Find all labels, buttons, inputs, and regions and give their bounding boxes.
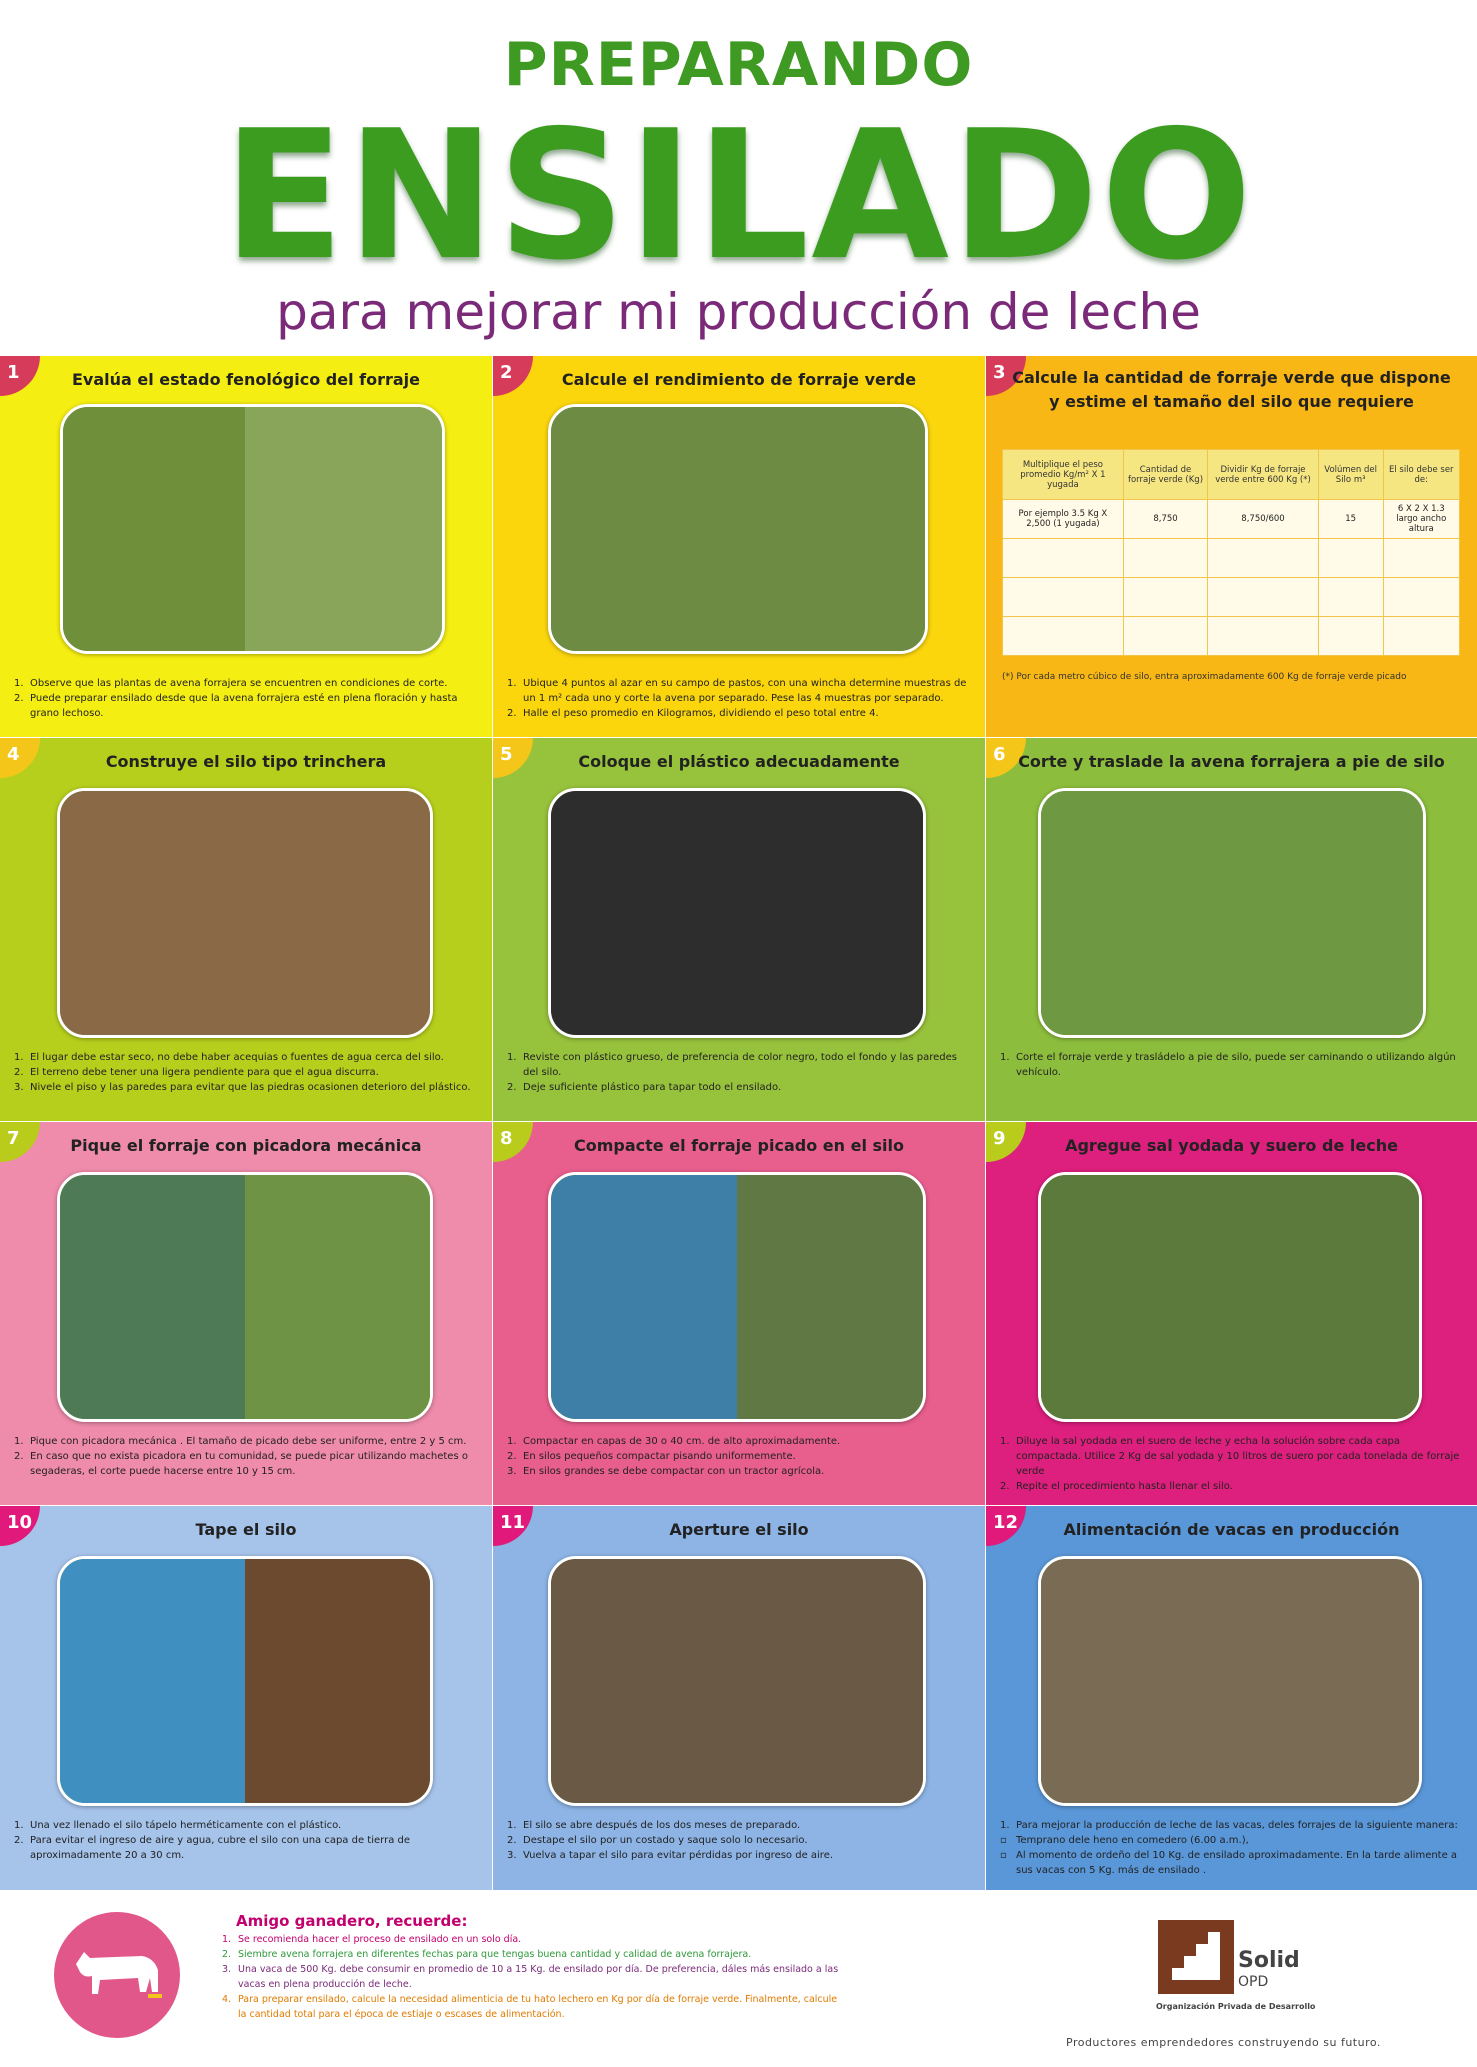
photo-segment: [551, 1559, 923, 1803]
photo-segment: [1041, 1559, 1419, 1803]
footer-tip-text: Siembre avena forrajera en diferentes fechas para que tengas buena cantidad y calidad de avena forrajera.: [238, 1949, 752, 1960]
list-marker: 1.: [1000, 1436, 1010, 1447]
list-item: [507, 706, 971, 721]
photo-segment: [737, 1175, 923, 1419]
step-photo: [548, 1556, 926, 1806]
list-text: Nivele el piso y las paredes para evitar que las piedras ocasionen deterioro del plástico.: [30, 1082, 471, 1093]
list-text: Temprano dele heno en comedero (6.00 a.m.),: [1016, 1835, 1249, 1846]
list-item: [14, 1080, 478, 1095]
list-marker: 1.: [14, 678, 24, 689]
table-cell: [1383, 617, 1460, 656]
list-text: Diluye la sal yodada en el suero de leche y echa la solución sobre cada capa compactada. Utilice 2 Kg de sal yodada y 10 litros de suero por cada tonelada de forraje verde: [1016, 1436, 1460, 1477]
photo-segment: [60, 1175, 245, 1419]
step-instructions: [14, 676, 478, 721]
table-cell: [1003, 578, 1124, 617]
step-number-badge: 7: [0, 1122, 40, 1162]
list-marker: 1.: [14, 1436, 24, 1447]
table-cell: [1003, 539, 1124, 578]
footer-list: [222, 1932, 842, 2022]
step-instructions: [14, 1818, 478, 1863]
step-panel-7: [0, 1122, 492, 1505]
step-number-badge: 4: [0, 738, 40, 778]
table-header: El silo debe ser de:: [1383, 450, 1460, 500]
step-title: Compacte el forraje picado en el silo: [574, 1136, 904, 1155]
table-cell: [1318, 578, 1383, 617]
step-instructions: [14, 1434, 478, 1479]
table-cell: [1208, 617, 1319, 656]
list-item: [14, 1818, 478, 1833]
step-number-badge: 9: [986, 1122, 1026, 1162]
photo-segment: [245, 1559, 430, 1803]
footer-title: Amigo ganadero, recuerde:: [236, 1912, 468, 1930]
list-marker: 2.: [1000, 1481, 1010, 1492]
page-subtitle: para mejorar mi producción de leche: [276, 283, 1201, 341]
table-header: Volúmen del Silo m³: [1318, 450, 1383, 500]
step-photo: [1038, 788, 1426, 1038]
footer-tip: [222, 1932, 842, 1947]
footer-tip-text: Se recomienda hacer el proceso de ensilado en un solo día.: [238, 1934, 522, 1945]
step-panel-10: [0, 1506, 492, 1890]
step-instructions: [1000, 1050, 1463, 1080]
list-marker: 3.: [507, 1466, 517, 1477]
step-panel-11: [493, 1506, 985, 1890]
table-cell: Por ejemplo 3.5 Kg X 2,500 (1 yugada): [1003, 500, 1124, 539]
photo-segment: [245, 1175, 430, 1419]
step-instructions: [507, 1434, 971, 1479]
list-text: Al momento de ordeño del 10 Kg. de ensilado aproximadamente. En la tarde alimente a sus vacas con 5 Kg. más de ensilado .: [1016, 1850, 1458, 1876]
slogan: Productores emprendedores construyendo su futuro.: [1066, 2036, 1381, 2049]
step-photo: [60, 404, 445, 654]
list-text: Compactar en capas de 30 o 40 cm. de alto aproximadamente.: [523, 1436, 841, 1447]
footer-tip-number: 1.: [222, 1934, 232, 1945]
step-panel-1: [0, 356, 492, 737]
list-item: [507, 1848, 971, 1863]
list-item: [507, 1434, 971, 1449]
list-marker: 3.: [507, 1850, 517, 1861]
step-number-badge: 10: [0, 1506, 40, 1546]
footer-tip-text: Una vaca de 500 Kg. debe consumir en promedio de 10 a 15 Kg. de ensilado por día. De preferencia, dáles más ensilado a las vacas en plena producción de leche.: [238, 1964, 839, 1990]
logo-org: Organización Privada de Desarrollo: [1156, 2002, 1316, 2011]
list-marker: 1.: [507, 1052, 517, 1063]
step-instructions: [1000, 1818, 1463, 1878]
photo-segment: [1041, 791, 1423, 1035]
list-marker: 2.: [14, 1835, 24, 1846]
step-number-badge: 6: [986, 738, 1026, 778]
table-cell: [1383, 539, 1460, 578]
photo-segment: [551, 1175, 737, 1419]
table-cell: [1383, 578, 1460, 617]
step-photo: [57, 1556, 433, 1806]
footer-tip: [222, 1992, 842, 2022]
step-title-line2: y estime el tamaño del silo que requiere: [1049, 392, 1414, 411]
silo-calculation-table: [1002, 449, 1460, 656]
table-cell: 8,750/600: [1208, 500, 1319, 539]
page-title-preparando: PREPARANDO: [503, 30, 974, 100]
list-marker: 1.: [507, 678, 517, 689]
footer-tip-text: Para preparar ensilado, calcule la necesidad alimenticia de tu hato lechero en Kg por día de forraje verde. Finalmente, calcule la cantidad total para el época de estiaje o escases de alimentación.: [238, 1994, 838, 2020]
step-photo: [548, 788, 926, 1038]
step-instructions: [507, 1050, 971, 1095]
list-text: El lugar debe estar seco, no debe haber acequias o fuentes de agua cerca del silo.: [30, 1052, 444, 1063]
step-panel-4: [0, 738, 492, 1121]
step-instructions: [507, 676, 971, 721]
step-title: Tape el silo: [195, 1520, 297, 1539]
step-number-badge: 2: [493, 356, 533, 396]
step-instructions: [1000, 1434, 1463, 1494]
step-instructions: [507, 1818, 971, 1863]
step-photo: [1038, 1556, 1422, 1806]
step-number-badge: 1: [0, 356, 40, 396]
list-text: Pique con picadora mecánica . El tamaño de picado debe ser uniforme, entre 2 y 5 cm.: [30, 1436, 467, 1447]
list-item: [14, 1434, 478, 1449]
list-marker: 2.: [507, 708, 517, 719]
list-text: En caso que no exista picadora en tu comunidad, se puede picar utilizando machetes o segaderas, el corte puede hacerse entre 10 y 15 cm.: [30, 1451, 468, 1477]
list-item: [1000, 1818, 1463, 1833]
list-text: Destape el silo por un costado y saque solo lo necesario.: [523, 1835, 808, 1846]
step-title: Alimentación de vacas en producción: [1063, 1520, 1400, 1539]
list-marker: 2.: [14, 1451, 24, 1462]
step-panel-9: [986, 1122, 1477, 1505]
logo-name: Solid: [1238, 1948, 1300, 1973]
page-title-ensilado: ENSILADO: [222, 92, 1255, 299]
list-text: El terreno debe tener una ligera pendiente para que el agua discurra.: [30, 1067, 379, 1078]
step-number-badge: 12: [986, 1506, 1026, 1546]
step-number-badge: 11: [493, 1506, 533, 1546]
list-text: Ubique 4 puntos al azar en su campo de pastos, con una wincha determine muestras de un 1 m² cada uno y corte la avena por separado. Pese las 4 muestras por separado.: [523, 678, 967, 704]
list-marker: 2.: [507, 1835, 517, 1846]
table-header: Cantidad de forraje verde (Kg): [1123, 450, 1207, 500]
step-panel-6: [986, 738, 1477, 1121]
step-panel-5: [493, 738, 985, 1121]
table-cell: [1123, 617, 1207, 656]
list-marker: 1.: [14, 1820, 24, 1831]
step-title: Construye el silo tipo trinchera: [105, 752, 387, 771]
table-cell: 8,750: [1123, 500, 1207, 539]
list-text: Para mejorar la producción de leche de las vacas, deles forrajes de la siguiente manera:: [1016, 1820, 1458, 1831]
table-cell: 15: [1318, 500, 1383, 539]
list-marker: 1.: [507, 1436, 517, 1447]
list-item: [14, 691, 478, 721]
list-item: [1000, 1848, 1463, 1878]
list-text: En silos grandes se debe compactar con un tractor agrícola.: [523, 1466, 825, 1477]
list-marker: 2.: [507, 1451, 517, 1462]
step-title: Pique el forraje con picadora mecánica: [70, 1136, 422, 1155]
list-marker: ▫: [1000, 1850, 1007, 1861]
step-photo: [1038, 1172, 1422, 1422]
table-header: Dividir Kg de forraje verde entre 600 Kg (*): [1208, 450, 1319, 500]
list-marker: 1.: [507, 1820, 517, 1831]
footer-tip-number: 2.: [222, 1949, 232, 1960]
solid-logo-icon: [1158, 1920, 1234, 1994]
list-text: Vuelva a tapar el silo para evitar pérdidas por ingreso de aire.: [523, 1850, 834, 1861]
step-number-badge: 3: [986, 356, 1026, 396]
list-text: El silo se abre después de los dos meses de preparado.: [523, 1820, 801, 1831]
list-item: [507, 1818, 971, 1833]
list-text: En silos pequeños compactar pisando uniformemente.: [523, 1451, 796, 1462]
list-item: [507, 1080, 971, 1095]
list-marker: 2.: [14, 1067, 24, 1078]
photo-segment: [63, 407, 245, 651]
list-text: Repite el procedimiento hasta llenar el silo.: [1016, 1481, 1233, 1492]
step-photo: [548, 1172, 926, 1422]
list-text: Halle el peso promedio en Kilogramos, dividiendo el peso total entre 4.: [523, 708, 879, 719]
step-title: Calcule la cantidad de forraje verde que dispone y estime el tamaño del silo que requiere: [986, 366, 1477, 414]
list-marker: 1.: [14, 1052, 24, 1063]
photo-segment: [551, 407, 925, 651]
list-item: [1000, 1833, 1463, 1848]
table-cell: [1208, 539, 1319, 578]
photo-segment: [245, 407, 442, 651]
table-cell: [1318, 617, 1383, 656]
step-instructions: [14, 1050, 478, 1095]
step-title: Agregue sal yodada y suero de leche: [1065, 1136, 1398, 1155]
step-title: Aperture el silo: [669, 1520, 809, 1539]
list-text: Observe que las plantas de avena forrajera se encuentren en condiciones de corte.: [30, 678, 448, 689]
list-marker: 2.: [14, 693, 24, 704]
footer-tip: [222, 1947, 842, 1962]
footer-tip: [222, 1962, 842, 1992]
step-title: Evalúa el estado fenológico del forraje: [71, 370, 421, 389]
list-item: [507, 1050, 971, 1080]
table-note: (*) Por cada metro cúbico de silo, entra aproximadamente 600 Kg de forraje verde picado: [1002, 672, 1407, 682]
list-text: Deje suficiente plástico para tapar todo el ensilado.: [523, 1082, 782, 1093]
table-cell: [1123, 578, 1207, 617]
list-marker: 2.: [507, 1082, 517, 1093]
step-title: Coloque el plástico adecuadamente: [578, 752, 900, 771]
footer-tip-number: 4.: [222, 1994, 232, 2005]
step-number-badge: 5: [493, 738, 533, 778]
table-cell: 6 X 2 X 1.3 largo ancho altura: [1383, 500, 1460, 539]
list-text: Para evitar el ingreso de aire y agua, cubre el silo con una capa de tierra de aproximadamente 20 a 30 cm.: [30, 1835, 410, 1861]
list-item: [14, 1050, 478, 1065]
step-panel-12: [986, 1506, 1477, 1890]
table-cell: [1003, 617, 1124, 656]
list-text: Reviste con plástico grueso, de preferencia de color negro, todo el fondo y las paredes del silo.: [523, 1052, 957, 1078]
list-item: [507, 676, 971, 706]
list-marker: 1.: [1000, 1820, 1010, 1831]
step-photo: [57, 1172, 433, 1422]
photo-segment: [551, 791, 923, 1035]
table-header: Multiplique el peso promedio Kg/m² X 1 yugada: [1003, 450, 1124, 500]
list-text: Puede preparar ensilado desde que la avena forrajera esté en plena floración y hasta grano lechoso.: [30, 693, 458, 719]
photo-segment: [60, 791, 430, 1035]
table-cell: [1208, 578, 1319, 617]
step-panel-8: [493, 1122, 985, 1505]
list-text: Una vez llenado el silo tápelo herméticamente con el plástico.: [30, 1820, 342, 1831]
step-number-badge: 8: [493, 1122, 533, 1162]
cow-icon: [54, 1912, 180, 2038]
step-panel-2: [493, 356, 985, 737]
list-text: Corte el forraje verde y trasládelo a pie de silo, puede ser caminando o utilizando algún vehículo.: [1016, 1052, 1456, 1078]
photo-segment: [1041, 1175, 1419, 1419]
step-photo: [57, 788, 433, 1038]
list-item: [14, 1833, 478, 1863]
table-cell: [1318, 539, 1383, 578]
list-item: [14, 1065, 478, 1080]
step-title: Calcule el rendimiento de forraje verde: [561, 370, 917, 389]
list-marker: 1.: [1000, 1052, 1010, 1063]
list-item: [14, 676, 478, 691]
photo-segment: [60, 1559, 245, 1803]
step-photo: [548, 404, 928, 654]
list-item: [507, 1449, 971, 1464]
list-marker: 3.: [14, 1082, 24, 1093]
list-item: [1000, 1050, 1463, 1080]
list-item: [507, 1464, 971, 1479]
logo-sub: OPD: [1238, 1974, 1269, 1990]
list-marker: ▫: [1000, 1835, 1007, 1846]
table-cell: [1123, 539, 1207, 578]
list-item: [14, 1449, 478, 1479]
list-item: [1000, 1434, 1463, 1479]
list-item: [1000, 1479, 1463, 1494]
step-title: Corte y traslade la avena forrajera a pie de silo: [1018, 752, 1445, 771]
footer-tip-number: 3.: [222, 1964, 232, 1975]
list-item: [507, 1833, 971, 1848]
